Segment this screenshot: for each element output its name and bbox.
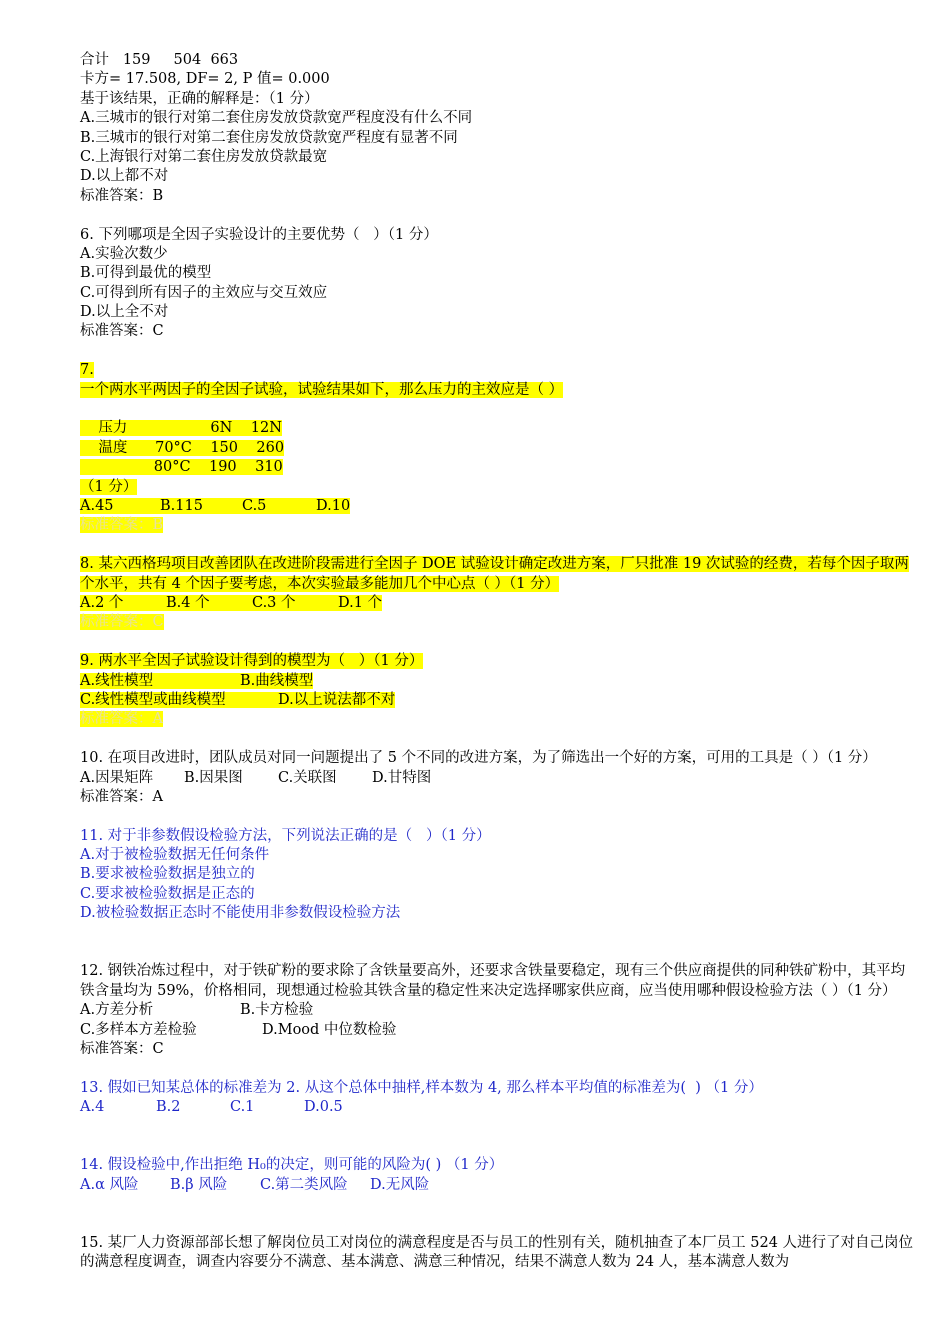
question-7-score: （1 分） xyxy=(80,478,138,495)
option-c: C.5 xyxy=(242,497,267,514)
option-a: A.方差分析 xyxy=(80,1002,154,1019)
option-c: C.要求被检验数据是正态的 xyxy=(80,885,255,902)
option-a: A.2 个 xyxy=(80,594,124,611)
document-page xyxy=(80,51,912,1273)
option-c: C.可得到所有因子的主效应与交互效应 xyxy=(80,284,328,301)
option-b: B.2 xyxy=(156,1099,181,1116)
answer: 标准答案：A xyxy=(80,711,163,728)
table-row-temp-70: 温度 70°C 150 260 xyxy=(80,439,285,456)
question-12-options-ab xyxy=(80,1001,912,1020)
option-c: C.关联图 xyxy=(278,769,337,786)
option-d: D.以上全不对 xyxy=(80,304,169,321)
question-13: 13. 假如已知某总体的标准差为 2. 从这个总体中抽样,样本数为 4, 那么样本平均值的标准差为( ) （1 分） xyxy=(80,1079,763,1096)
option-d: D.0.5 xyxy=(304,1099,343,1116)
chi-square-result: 卡方= 17.508, DF= 2, P 值= 0.000 xyxy=(80,71,330,88)
question-15: 15. 某厂人力资源部部长想了解岗位员工对岗位的满意程度是否与员工的性别有关，随机抽查了本厂员工 524 人进行了对自己岗位的满意程度调查，调查内容要分不满意、基本满意、满意三种情况，结果不满意人数为 24 人，基本满意人数为 xyxy=(80,1234,914,1271)
question-10: 10. 在项目改进时，团队成员对同一问题提出了 5 个不同的改进方案，为了筛选出一个好的方案，可用的工具是（ ）（1 分） xyxy=(80,750,877,767)
option-b: B.三城市的银行对第二套住房发放贷款宽严程度有显著不同 xyxy=(80,129,458,146)
question-12-options-cd xyxy=(80,1021,912,1040)
option-d: D.以上都不对 xyxy=(80,168,169,185)
table-row-pressure: 压力 6N 12N xyxy=(80,420,282,437)
option-b: B.115 xyxy=(160,497,203,514)
answer: 标准答案：C xyxy=(80,1041,164,1057)
option-a: A.实验次数少 xyxy=(80,245,168,262)
option-d: D.甘特图 xyxy=(372,769,432,786)
table-row-temp-80: 80°C 190 310 xyxy=(80,459,283,476)
option-c: C.第二类风险 xyxy=(260,1176,348,1193)
option-a: A.4 xyxy=(80,1099,105,1116)
option-a: A.三城市的银行对第二套住房发放贷款宽严程度没有什么不同 xyxy=(80,110,473,127)
option-a: A.线性模型 xyxy=(80,672,154,689)
option-a: A.45 xyxy=(80,497,114,514)
question-14: 14. 假设检验中,作出拒绝 H₀的决定，则可能的风险为( ) （1 分） xyxy=(80,1157,504,1174)
question-9-options-cd xyxy=(80,692,395,708)
option-b: B.要求被检验数据是独立的 xyxy=(80,866,255,883)
question-11: 11. 对于非参数假设检验方法，下列说法正确的是（ ）（1 分） xyxy=(80,827,491,844)
answer: 标准答案：B xyxy=(80,517,164,534)
question-8: 8. 某六西格玛项目改善团队在改进阶段需进行全因子 DOE 试验设计确定改进方案，厂只批准 19 次试验的经费，若每个因子取两个水平，共有 4 个因子要考虑，本次实验最多能加几个中心点（ ）（1 分） xyxy=(80,556,909,592)
option-d: D.无风险 xyxy=(370,1176,430,1193)
answer: 标准答案：A xyxy=(80,788,163,805)
total-row: 合计 159 504 663 xyxy=(80,52,239,68)
answer: 标准答案：C xyxy=(80,323,164,340)
question-8-options xyxy=(80,595,382,611)
question-10-options xyxy=(80,769,912,788)
question-5-prompt: 基于该结果，正确的解释是：（1 分） xyxy=(80,90,319,107)
option-b: B.4 个 xyxy=(166,594,210,611)
question-9: 9. 两水平全因子试验设计得到的模型为（ ）（1 分） xyxy=(80,653,424,670)
option-d: D.以上说法都不对 xyxy=(278,691,396,708)
option-b: B.曲线模型 xyxy=(240,672,314,689)
question-6: 6. 下列哪项是全因子实验设计的主要优势（ ）（1 分） xyxy=(80,226,438,243)
option-a: A.对于被检验数据无任何条件 xyxy=(80,847,270,864)
option-c: C.3 个 xyxy=(252,594,296,611)
option-c: C.上海银行对第二套住房发放贷款最宽 xyxy=(80,148,328,165)
option-b: B.卡方检验 xyxy=(240,1002,314,1019)
question-13-options xyxy=(80,1098,912,1117)
answer: 标准答案：C xyxy=(80,614,164,631)
option-d: D.1 个 xyxy=(338,594,383,611)
option-d: D.Mood 中位数检验 xyxy=(262,1021,397,1038)
option-c: C.1 xyxy=(230,1099,255,1116)
question-9-options-ab xyxy=(80,673,313,689)
option-d: D.10 xyxy=(316,497,351,514)
question-7: 一个两水平两因子的全因子试验，试验结果如下，那么压力的主效应是（ ） xyxy=(80,381,564,398)
answer: 标准答案：B xyxy=(80,187,164,204)
option-a: A.α 风险 xyxy=(80,1176,139,1193)
option-b: B.β 风险 xyxy=(170,1176,228,1193)
option-d: D.被检验数据正态时不能使用非参数假设检验方法 xyxy=(80,905,401,922)
option-b: B.因果图 xyxy=(184,769,243,786)
question-7-options xyxy=(80,498,350,514)
option-c: C.线性模型或曲线模型 xyxy=(80,691,226,708)
option-c: C.多样本方差检验 xyxy=(80,1021,197,1038)
question-14-options xyxy=(80,1176,912,1195)
question-7-number: 7. xyxy=(80,362,94,379)
option-a: A.因果矩阵 xyxy=(80,769,154,786)
question-12: 12. 钢铁冶炼过程中，对于铁矿粉的要求除了含铁量要高外，还要求含铁量要稳定，现有三个供应商提供的同种铁矿粉中，其平均铁含量均为 59%，价格相同，现想通过检验其铁含量的稳定性来决定选择哪家供应商，应当使用哪种假设检验方法（ ）（1 分） xyxy=(80,963,906,999)
option-b: B.可得到最优的模型 xyxy=(80,265,212,282)
